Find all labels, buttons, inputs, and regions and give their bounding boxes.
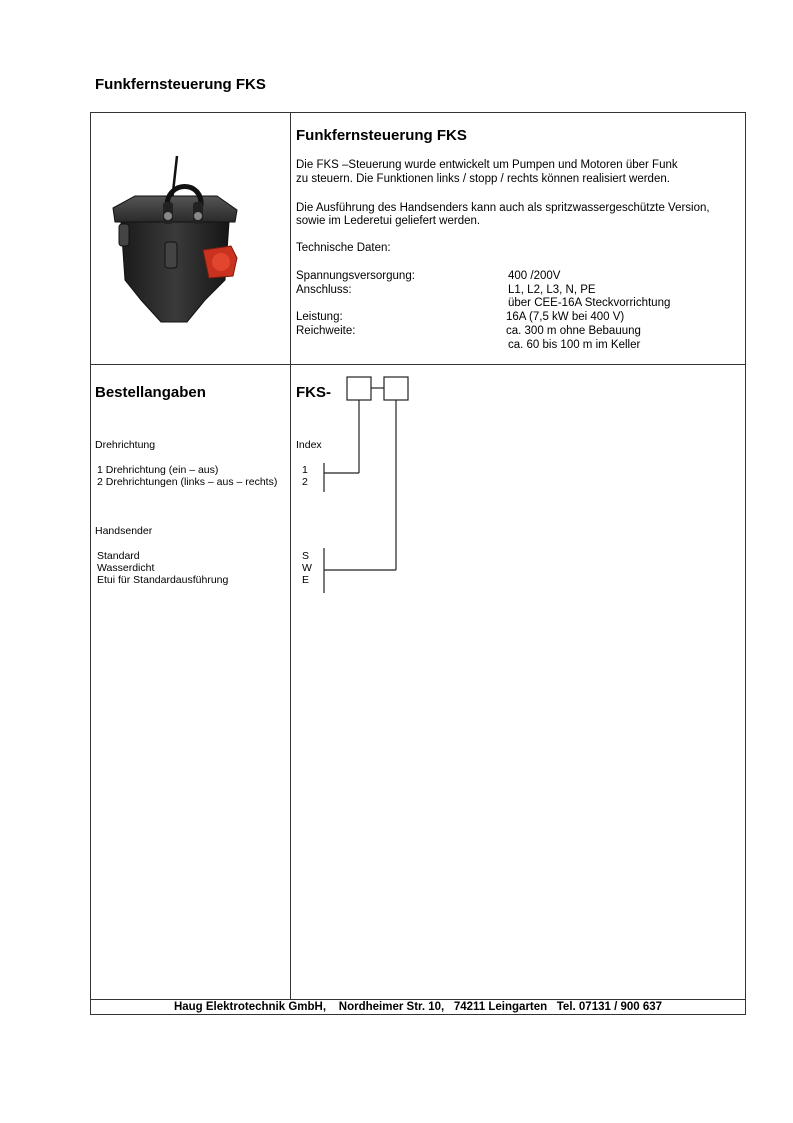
- rotation-option: 1 Drehrichtung (ein – aus): [97, 464, 219, 476]
- spec-value-voltage: 400 /200V: [508, 270, 561, 282]
- code-box-rotation: [347, 377, 371, 400]
- description-line: Die FKS –Steuerung wurde entwickelt um Pumpen und Motoren über Funk: [296, 159, 678, 171]
- code-box-transmitter: [384, 377, 408, 400]
- transmitter-heading: Handsender: [95, 525, 153, 537]
- footer-address: Haug Elektrotechnik GmbH, Nordheimer Str. 10, 74211 Leingarten Tel. 07131 / 900 637: [173, 1001, 663, 1013]
- rotation-option: 2 Drehrichtungen (links – aus – rechts): [97, 476, 278, 488]
- description-line: Die Ausführung des Handsenders kann auch als spritzwassergeschützte Version,: [296, 202, 710, 214]
- spec-label-range: Reichweite:: [296, 325, 356, 337]
- spec-value-range: ca. 60 bis 100 m im Keller: [508, 339, 641, 351]
- order-code-prefix: FKS-: [296, 384, 331, 401]
- spec-value-connection: L1, L2, L3, N, PE: [508, 284, 596, 296]
- order-title: Bestellangaben: [95, 384, 206, 401]
- description-line: sowie im Lederetui geliefert werden.: [296, 215, 481, 227]
- spec-label-power: Leistung:: [296, 311, 343, 323]
- transmitter-index: E: [302, 574, 310, 586]
- spec-label-voltage: Spannungsversorgung:: [296, 270, 415, 282]
- rotation-index: 1: [302, 464, 308, 476]
- transmitter-index: S: [302, 550, 310, 562]
- product-title: Funkfernsteuerung FKS: [296, 127, 467, 144]
- spec-value-connection: über CEE-16A Steckvorrichtung: [508, 297, 671, 309]
- product-photo: [105, 150, 245, 325]
- spec-value-power: 16A (7,5 kW bei 400 V): [506, 311, 625, 323]
- spec-value-range: ca. 300 m ohne Bebauung: [506, 325, 641, 337]
- transmitter-option: Etui für Standardausführung: [97, 574, 229, 586]
- rotation-heading: Drehrichtung: [95, 439, 156, 451]
- page-title: Funkfernsteuerung FKS: [95, 76, 266, 93]
- section-divider: [90, 364, 746, 365]
- description-line: zu steuern. Die Funktionen links / stopp / rechts können realisiert werden.: [296, 173, 670, 185]
- transmitter-option: Wasserdicht: [97, 562, 155, 574]
- spec-label-connection: Anschluss:: [296, 284, 352, 296]
- transmitter-index: W: [302, 562, 312, 574]
- transmitter-option: Standard: [97, 550, 140, 562]
- tech-data-heading: Technische Daten:: [296, 242, 391, 254]
- index-label: Index: [296, 439, 322, 451]
- rotation-index: 2: [302, 476, 308, 488]
